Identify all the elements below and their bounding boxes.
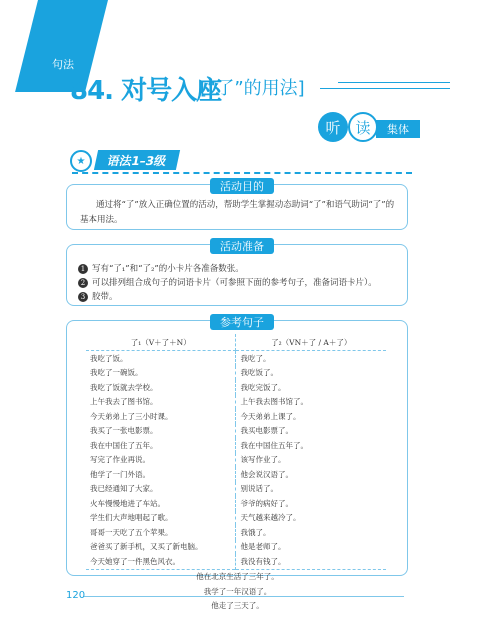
cell-le2: 我吃饭了。 [240,368,278,378]
prep-heading: 活动准备 [210,238,274,254]
reference-table [86,334,386,613]
cell-le1: 上午我去了图书馆。 [86,395,236,410]
table-row [86,438,386,453]
group-tag: 集体 [376,120,420,138]
cell-le1: 我吃了一碗饭。 [86,366,236,381]
table-row [86,511,386,526]
table-row [86,409,386,424]
footer-rule [84,596,404,597]
cell-le1: 他学了一门外语。 [86,467,236,482]
cell-le2: 爷爷的病好了。 [240,498,293,508]
reference-heading: 参考句子 [210,314,274,330]
cell-le2: 上午我去图书馆了。 [240,397,308,407]
page-number: 120 [66,590,86,601]
goal-text: 通过将“了”放入正确位置的活动，帮助学生掌握动态助词“了”和语气助词“了”的基本用法。 [80,200,395,225]
cell-le1: 我已经通知了大家。 [86,482,236,497]
cell-le1: 写完了作业再说。 [86,453,236,468]
cell-le2: 我吃完饭了。 [240,382,286,392]
table-row [86,554,386,569]
table-row [86,395,386,410]
listen-badge: 听 [318,112,348,142]
cell-le1: 哥哥一天吃了五个苹果。 [86,525,236,540]
cell-le1: 我吃了饭就去学校。 [86,380,236,395]
cell-le2: 他会说汉语了。 [240,469,293,479]
cell-le2: 该写作业了。 [240,455,286,465]
star-icon: ★ [70,150,92,172]
cell-le2: 我没有钱了。 [240,556,286,566]
prep-item: 2 可以排列组合成句子的词语卡片（可参照下面的参考句子，准备词语卡片）。 [78,276,377,288]
table-row [86,525,386,540]
cell-le1-le2: 我学了一年汉语了。 [203,586,272,596]
table-row [86,453,386,468]
prep-item: 1 写有“了₁”和“了₂”的小卡片各准备数张。 [78,262,244,274]
grammar-level-label: 语法1–3级 [94,150,180,170]
cell-le1: 今天弟弟上了三小时课。 [86,409,236,424]
cell-le2: 我在中国住五年了。 [240,440,308,450]
prep-item: 3 胶带。 [78,290,118,302]
cell-le2: 别说话了。 [240,484,278,494]
table-row [86,482,386,497]
cell-le2: 天气越来越冷了。 [240,513,301,523]
col-header-le1: 了₁（V＋了＋N） [86,334,236,351]
cell-le1: 今天她穿了一件黑色风衣。 [86,554,236,569]
chapter-label: 句法 [52,58,74,71]
page-subtitle: [“了”的用法] [200,78,305,99]
cell-le1-le2: 他走了三天了。 [211,601,264,611]
cell-le1-le2: 他在北京生活了三年了。 [86,569,386,584]
read-badge: 读 [348,112,378,142]
title-rule-top [338,82,450,83]
goal-heading: 活动目的 [210,178,274,194]
cell-le1: 我买了一张电影票。 [86,424,236,439]
cell-le1: 我吃了饭。 [86,351,236,366]
table-row [86,424,386,439]
table-row [86,366,386,381]
cell-le2: 我买电影票了。 [240,426,293,436]
cell-le2: 我饿了。 [240,527,271,537]
table-row [86,496,386,511]
table-row [86,380,386,395]
title-rule [320,88,450,89]
table-row-merged [86,569,386,584]
cell-le2: 我吃了。 [240,353,271,363]
table-row-merged [86,599,386,614]
table-row [86,540,386,555]
cell-le1: 我在中国住了五年。 [86,438,236,453]
table-row [86,467,386,482]
page-title: 84. 对号入座 [70,76,222,106]
cell-le1: 学生们大声地唱起了歌。 [86,511,236,526]
cell-le1: 火车慢慢地进了车站。 [86,496,236,511]
cell-le1: 爸爸买了新手机，又买了新电脑。 [86,540,236,555]
cell-le2: 他是老师了。 [240,542,286,552]
col-header-le2: 了₂（VN＋了 / A＋了） [236,334,386,351]
cell-le2: 今天弟弟上课了。 [240,411,301,421]
table-row [86,351,386,366]
